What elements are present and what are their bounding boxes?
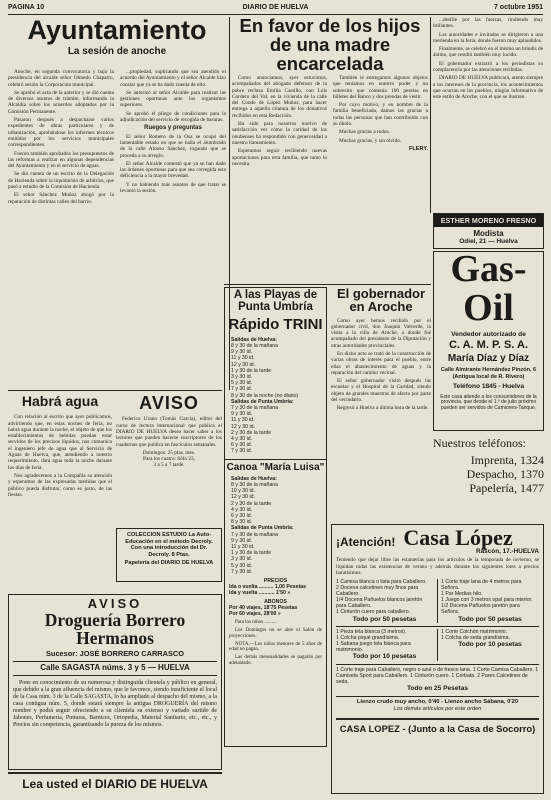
schedule-row: 7 y 30 id. bbox=[231, 448, 253, 455]
lot-price: Todo por 50 pesetas bbox=[352, 615, 417, 623]
ad-coleccion bbox=[116, 528, 222, 582]
lot-item: 1 Camiseta Sport para Caballero. bbox=[336, 666, 539, 679]
paragraph: Se aprobó el pliego de condiciones para la adjudicación del servicio de recogida de basuras. bbox=[120, 110, 226, 124]
schedule-heading: Salidas de Punta Umbría: bbox=[231, 398, 294, 405]
paragraph: Fueron también aprobados los presupuestos de las reformas a realizar en algunas dependencias del Ayuntamiento y en el servicio de aguas. bbox=[8, 150, 114, 170]
article-body bbox=[331, 318, 431, 412]
paragraph: Federico Urano (Tomás García), editor del curso de lectura internacional que publica el DIARIO DE HUELVA desea hacer saber a los lectores que pueden hacerse suscriptores de los cuadernos que publica en fascículos semanales. bbox=[116, 416, 222, 448]
article-agua bbox=[8, 394, 112, 590]
paragraph: Muchas gracias, y sin olvido. bbox=[339, 137, 402, 144]
schedule-row: 2 y 30 de la tarde bbox=[231, 500, 272, 507]
schedule-row: 4 y 30 id. bbox=[231, 506, 253, 513]
ad-lots-row bbox=[336, 579, 539, 623]
ad-brand: C. A. M. P. S. A. bbox=[448, 338, 529, 351]
lot-item: 1 Camisa blanca o lista para Caballero. bbox=[336, 579, 427, 586]
article-col-2 bbox=[333, 75, 428, 152]
coleccion-shop: Papelería del DIARIO DE HUELVA bbox=[124, 560, 214, 567]
paragraph: Pasaron después a despacharse varios expedientes de obras particulares y de urbanización, aprobándose los informes técnicos emitidos por los servicios municipales correspondientes. bbox=[8, 117, 114, 149]
paragraph: El señor gobernador visitó después las escuelas y el Hospital de la Caridad, siendo objeto de grandes muestras de afecto por parte del vecindario. bbox=[331, 378, 431, 404]
schedule-heading: Salidas de Huelva: bbox=[231, 475, 277, 482]
lot-item: 1 Sabana juego tela blanca para matrimonio. bbox=[336, 641, 411, 654]
ad-title: Casa López bbox=[403, 525, 513, 550]
ad-drogueria bbox=[8, 594, 222, 770]
schedule-row: 9 y 30 id. bbox=[231, 411, 253, 418]
schedule-row: 3 y 30 id. bbox=[231, 556, 253, 563]
ad-successor: Sucesor: JOSÉ BORRERO CARRASCO bbox=[46, 648, 184, 658]
paragraph: Por cuyo motivo, y en nombre de la familia beneficiada, damos las gracias a todas las personas que han contribuido con su óbolo. bbox=[333, 102, 428, 128]
section-rule bbox=[224, 284, 431, 285]
ad-title: AVISO bbox=[139, 393, 199, 413]
schedule-row: 8 y 30 de la noche (no diario) bbox=[231, 392, 299, 399]
lot-price: Todo en 25 Pesetas bbox=[406, 685, 469, 693]
phone-line: Imprenta, 1324 bbox=[470, 453, 544, 467]
lot-item: 1 Colcha de seda grandísima. bbox=[441, 635, 510, 642]
schedule-row: 9 y 30 id. bbox=[231, 537, 253, 544]
lot-4 bbox=[437, 629, 539, 661]
lot-5-items bbox=[336, 667, 539, 685]
lot-item: 1/2 Docena Pañuelos jaretón para Señora. bbox=[441, 603, 520, 616]
paragraph: El señor Romero de la Osa se ocupó del lamentable estado en que se halla el alumbrado de la calle Alonso Sánchez, rogando que se proceda a su arreglo. bbox=[120, 133, 226, 159]
schedule-row: 3 y 30 id. bbox=[231, 373, 253, 380]
ad-modista bbox=[433, 213, 544, 249]
schedule-row: 4 y 30 id. bbox=[231, 435, 253, 442]
prices-title: PRECIOS bbox=[263, 578, 288, 585]
lot-price: Todo por 50 pesetas bbox=[458, 615, 522, 623]
lot-item: 2 Docena calcetines muy finos para Caballero. bbox=[336, 585, 419, 598]
phones-box bbox=[433, 436, 544, 516]
lot-item: 1 Cinturón cuero para caballero. bbox=[336, 609, 411, 616]
article-gobernador bbox=[331, 287, 431, 522]
paragraph: Las autoridades e invitados se dirigieron a una merienda en la feria, donde fueron muy aplaudidos. bbox=[433, 31, 543, 44]
paragraph: También le entregamos algunos objetos que teníamos en nuestro poder y un sobrecito que contenía 100 pesetas en billetes del Banco y dos prendas de vestir. bbox=[333, 75, 428, 100]
coleccion-text: COLECCION ESTUDIO La Auto-Educación en el método Decroly. Con una introducción del Dr. Decroly. 8 Ptas. bbox=[125, 532, 213, 558]
abonos-list bbox=[229, 605, 326, 617]
paragraph: Pone en conocimiento de su numerosa y distinguida clientela y público en general, que debido a la gran afluencia del mismo, que le favorece, siendo insuficiente el local de la Casa núm. 3 de la Calle SAGASTA, lo ha ampliado al despacho del mismo, a la casa contigua núm. 5, donde estará siempre la antigua DROGUERÍA del mismo nombre y podrá seguir ofreciendo a su clientela su extenso y variado surtido de Jabones, Perfumería, Pinturas, Barnices, Ortopedia, Material Sanitario, etc., etc., y Precios sin competencia, garantizando la pureza de los mismos. bbox=[13, 679, 217, 729]
paragraph: Esperamos seguir recibiendo nuevas aportaciones para esta familia, que tanto lo necesita. bbox=[232, 148, 327, 167]
lot-5 bbox=[336, 664, 539, 693]
ad-lea-usted: Lea usted el DIARIO DE HUELVA bbox=[8, 772, 222, 794]
paragraph: Muchas gracias a todos. bbox=[339, 129, 390, 136]
price-row: Ida y vuelta ........... 1'50 » bbox=[229, 590, 291, 597]
lot-item: 1 Par Medias hilo. bbox=[441, 591, 483, 598]
schedule-row: 11 y 30 id. bbox=[231, 355, 255, 362]
paragraph: Para los niños .......... bbox=[235, 620, 277, 626]
article-continuation bbox=[433, 17, 543, 103]
cine-notes bbox=[229, 620, 322, 667]
paragraph: Las demás mensualidades se pagarán por adelantado. bbox=[229, 655, 322, 667]
lot-item: 2 Pares Calcetines de seda. bbox=[336, 672, 528, 685]
schedule-row: 11 y 30 id. bbox=[231, 417, 255, 424]
lot-item: 1 Corbata. bbox=[451, 672, 476, 679]
canoa-title: Canoa "María Luisa" bbox=[225, 459, 326, 473]
ad-intro: Teniendo que dejar libre las estanterías para los artículos de la temporada de invierno, se liquidan todas las existencias de verano y además durante los siguientes lotes a precios baratísimos: bbox=[336, 557, 539, 576]
ad-title: AVISO bbox=[87, 596, 143, 611]
paragraph: El señor Sánchez Muñoz abogó por la reparación de distintas calles del barrio. bbox=[8, 192, 114, 205]
schedule-row: 10 y 30 id. bbox=[231, 488, 255, 495]
schedule-row: 1 y 30 de la tarde bbox=[231, 550, 272, 557]
paragraph: NOTA.—Los niños menores de 5 años de edad no pagan. bbox=[229, 641, 322, 653]
signature: FLERY. bbox=[408, 145, 428, 152]
price-row: Para los cuatro: Sólo 23, bbox=[143, 456, 195, 463]
lot-item: 1/4 Docena Pañuelos blancos jaretón para Caballero. bbox=[336, 597, 423, 610]
lot-item: 1 Corte traje lana de 4 metros para Señora. bbox=[441, 579, 522, 592]
lot-2 bbox=[437, 579, 539, 623]
paragraph: Nos agradecemos a la Compañía su atención y esperamos de las expresadas medidas que el público pueda disfrutar, como es justo, de las fiestas. bbox=[8, 472, 112, 498]
article-col-1 bbox=[8, 69, 114, 207]
lot-item: 1 Corte Camisa Caballero. bbox=[472, 666, 534, 673]
paragraph: DIARIO DE HUELVA publicará, atento siempre a los intereses de la provincia, los acontecimientos que ocurran en los pueblos, ningún informativo de este estilo de Aroche, con el que se ilustren. bbox=[433, 75, 543, 101]
ad-title: Gas-Oil bbox=[450, 248, 527, 329]
lot-item: 1 Corte Colchón matrimonio. bbox=[441, 628, 508, 635]
abonos-title: ABONOS bbox=[264, 598, 287, 605]
phones-list bbox=[433, 453, 544, 495]
ad-body bbox=[13, 680, 217, 730]
abono-row: Por 60 viajes, 28'00 » bbox=[229, 611, 281, 618]
paragraph: Anoche, en segunda convocatoria y bajo la presidencia del alcalde señor Olmedo Chaparro, celebró sesión la Corporación municipal. bbox=[8, 69, 114, 88]
paragraph: Como anunciamos, ayer estuvimos, acompañados del abogado defensor de la pobre reclusa Emilia Castillo, con Luis Cordero del Val, en la vivienda de la calle del Conde de López Muñoz, para hacer entrega a aquella criatura de los donativos recibidos en esta Redacción. bbox=[232, 75, 327, 119]
ad-owner: María Díaz y Díaz bbox=[447, 353, 530, 365]
ad-more: Los demás artículos por este orden bbox=[393, 705, 482, 712]
price-row: Ida o vuelta .......... 1,00 Pesetas bbox=[229, 584, 306, 591]
page-header bbox=[8, 4, 543, 14]
article-col-1 bbox=[232, 75, 327, 169]
ad-gasoil bbox=[433, 248, 544, 431]
ad-header bbox=[336, 527, 539, 549]
schedule-row: 6 y 30 id. bbox=[231, 513, 253, 519]
lot-price: Todo por 10 pesetas bbox=[458, 641, 522, 649]
ad-company: Droguería Borrero Hermanos bbox=[44, 610, 186, 649]
schedule-row: 7 y 30 de la mañana bbox=[231, 404, 279, 411]
schedule-row: 5 y 30 id. bbox=[231, 380, 253, 387]
lot-item: 1 Cinturón cuero. bbox=[410, 672, 450, 679]
schedule-row: 8 y 30 de la mañana bbox=[231, 342, 279, 349]
paragraph: Los Domingos no se abre el Salón de proyecciones. bbox=[229, 628, 322, 639]
schedule-row: 2 y 30 de la tarde bbox=[231, 429, 272, 436]
lot-3 bbox=[336, 629, 433, 661]
article-title: Ayuntamiento bbox=[27, 15, 207, 45]
lot-item: 1 Colcha piqué grandísima. bbox=[336, 635, 400, 642]
ad-subtitle: Rápido TRINI bbox=[228, 316, 323, 334]
ad-subtitle: Vendedor autorizado de bbox=[451, 330, 526, 338]
lot-item: 1 Juego con 3 metros opal para interior. bbox=[441, 597, 533, 604]
schedule-row: 8 y 30 id. bbox=[231, 519, 253, 526]
ad-body bbox=[116, 416, 222, 447]
article-body bbox=[8, 414, 112, 498]
ad-atencion: ¡Atención! bbox=[336, 535, 396, 549]
ad-phone: Teléfono 1845 - Huelva bbox=[453, 383, 524, 391]
prices-list bbox=[229, 584, 326, 596]
ad-crudo: Lienzo crudo muy ancho, 0'40 - Lienzo ancho Sábana, 0'20 bbox=[336, 696, 539, 705]
paragraph: ...propiedad, suplicando que sea atendido el acuerdo del Ayuntamiento y el señor Alcalde hizo constar que ya se ha dado cuenta de ello. bbox=[120, 69, 226, 88]
ad-address: Odiel, 21 — Huelva bbox=[459, 238, 518, 245]
lot-price: Todo por 10 pesetas bbox=[352, 653, 417, 661]
paragraph: Y no habiendo más asuntos de que tratar se levantó la sesión. bbox=[120, 181, 226, 195]
lot-item: 1 Corte traje para Caballero, negro o azul o de fresco lana. bbox=[336, 666, 472, 673]
schedule-row: 1 y 30 de la tarde bbox=[231, 367, 272, 374]
schedule-row: 8 y 30 de la mañana bbox=[231, 481, 279, 488]
phone-line: Despacho, 1370 bbox=[466, 467, 544, 481]
schedule-heading: Salidas de Huelva: bbox=[231, 336, 277, 343]
article-title: En favor de los hijos de una madre encarcelada bbox=[239, 15, 421, 74]
schedule-row: 7 y 30 id. bbox=[231, 568, 253, 575]
schedule-row: 7 y 30 id. bbox=[231, 386, 253, 393]
page-number: PAGINA 10 bbox=[8, 4, 45, 11]
schedule-row: 12 y 30 id. bbox=[231, 494, 255, 501]
schedule-row: 12 y 30 id. bbox=[231, 361, 255, 368]
ad-footer: CASA LOPEZ - (Junto a la Casa de Socorro) bbox=[336, 718, 539, 734]
page-date: 7 octubre 1951 bbox=[493, 4, 543, 11]
paragraph: Ha sido para nosotros motivo de satisfacción ver cómo la caridad de los onubenses ha respondido con generosidad a nuestro llamamiento. bbox=[232, 121, 327, 146]
paragraph: Finalmente, se celebró en el mismo un brindis de ánimo, que resultó también muy lucido. bbox=[433, 46, 544, 59]
ad-address: Calle Almirante Hernández Pinzón, 6 (Antigua local de R. Rivero) bbox=[440, 367, 537, 380]
section-rule bbox=[8, 390, 222, 391]
paragraph: Regresó a Huelva a última hora de la tarde. bbox=[337, 405, 429, 412]
article-subtitle: La sesión de anoche bbox=[67, 45, 167, 57]
paragraph: Se aprobó el acta de la anterior y se dió cuenta de diversos asuntos de trámite, informando la Alcaldía sobre los acuerdos adoptados por la Comisión Permanente. bbox=[8, 89, 114, 115]
ad-playas bbox=[224, 287, 327, 747]
article-title: Habrá agua bbox=[21, 393, 99, 409]
phones-title: Nuestros teléfonos: bbox=[433, 436, 526, 450]
article-ayuntamiento bbox=[8, 17, 226, 400]
ad-casa-lopez bbox=[331, 524, 544, 794]
ad-note: Este casa atiende a los consumidores de la provincia, que desde el 1.º de julio próximo pueden ser servidos de Camiones-Tanque. bbox=[440, 393, 537, 412]
schedule-canoa bbox=[231, 476, 326, 575]
phone-line: Papelería, 1477 bbox=[469, 481, 544, 495]
price-row: Domingos: 25 plas. mes. bbox=[142, 449, 196, 456]
paragraph: El señor Alcalde contestó que ya se han dado las órdenes oportunas para que sea corregida esta deficiencia a la mayor brevedad. bbox=[120, 160, 226, 180]
column-rule bbox=[430, 17, 431, 213]
schedule-row: 9 y 30 id. bbox=[231, 349, 253, 356]
article-title: El gobernador en Aroche bbox=[336, 286, 426, 315]
ad-aviso-small bbox=[116, 394, 222, 590]
schedule-row: 12 y 30 id. bbox=[231, 423, 255, 430]
paragraph: En dicho acto se trató de la construcción de varias obras de interés para el pueblo, entre ellas el abastecimiento de aguas y la reparación del camino vecinal. bbox=[331, 350, 431, 376]
schedule-row: 5 y 30 id. bbox=[231, 562, 253, 569]
schedule-row: 7 y 30 de la mañana bbox=[231, 531, 279, 538]
article-hijos bbox=[232, 17, 428, 283]
ad-lots-row bbox=[336, 626, 539, 661]
paragraph: El gobernador extractó a los periodistas su complacencia por las atenciones recibidas. bbox=[433, 60, 543, 74]
ad-name: ESTHER MORENO FRESNO bbox=[434, 214, 543, 227]
ad-prices bbox=[116, 450, 222, 469]
paragraph: Se dió cuenta de un escrito de la Delegación de Hacienda sobre la liquidación de arbitrios, que pasó a estudio de la Comisión de Hacienda. bbox=[8, 171, 114, 191]
paragraph: Como ayer hemos recibido por el gobernador civil, don Joaquín Valverde, la visita a la villa de Aroche, a donde fué acompañado del presidente de la Diputación y otras autoridades provinciales. bbox=[331, 317, 431, 349]
lot-item: 1 Pieza tela blanca (3 metros). bbox=[336, 628, 407, 635]
paragraph: ...desfile por las fuerzas, rindiendo muy brillantes. bbox=[433, 17, 543, 30]
ad-address: Calle SAGASTA núms. 3 y 5 — HUELVA bbox=[13, 661, 217, 675]
schedule-row: 11 y 30 id. bbox=[231, 544, 255, 551]
ad-role: Modista bbox=[473, 229, 504, 238]
abono-row: Por 40 viajes, 18'75 Pesetas bbox=[229, 604, 298, 611]
schedule-row: 6 y 30 id. bbox=[231, 442, 253, 449]
price-row: 3 a 5 a 7 tarde. bbox=[153, 462, 185, 469]
article-col-2 bbox=[120, 69, 226, 196]
schedule-trini bbox=[231, 337, 326, 455]
paragraph: Se autorizó al señor Alcalde para realizar las gestiones oportunas ante los organismos superiores. bbox=[120, 89, 226, 109]
schedule-heading: Salidas de Punta Umbría: bbox=[231, 525, 294, 532]
ad-address: Rascón, 17.-HUELVA bbox=[476, 548, 539, 555]
section-heading: Ruegos y preguntas bbox=[144, 125, 202, 132]
paragraph: Con relación al escrito que ayer publicamos, advirtiendo que, en estas noches de feria, no habrá agua durante la noche, el objeto de que los establecimientos de bebidas puedan estar servidos de los precisos líquidos, nos comunica el ingeniero jefe de agua que al Servicio de Aguas de Huelva, que, atendiendo a nuestro requerimiento, dará agua toda la noche durante los días de feria. bbox=[8, 414, 112, 471]
lot-1 bbox=[336, 579, 433, 623]
paper-name: DIARIO DE HUELVA bbox=[242, 4, 309, 11]
ad-title: A las Playas de Punta Umbría bbox=[233, 289, 318, 313]
